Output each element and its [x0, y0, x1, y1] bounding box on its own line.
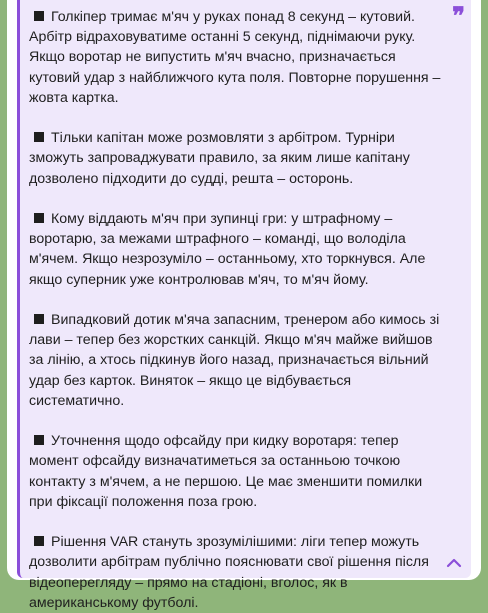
quote-text: [20, 0, 471, 613]
paragraph-text: Голкіпер тримає м'яч у руках понад 8 секунд – кутовий. Арбітр відраховуватиме останні 5 секунд, піднімаючи руку. Якщо воротар не випустить м'яч вчасно, призначається кутовий удар з найближчого кута поля. Повторне порушення – жовта картка.: [29, 9, 441, 106]
black-square-icon: [34, 132, 44, 142]
black-square-icon: [34, 435, 44, 445]
message-bubble: [7, 0, 481, 611]
rule-paragraph: [29, 431, 443, 512]
chevron-up-icon[interactable]: [445, 556, 463, 570]
chat-background: [481, 0, 488, 592]
rule-paragraph: [29, 7, 443, 108]
paragraph-text: Тільки капітан може розмовляти з арбітром. Турніри зможуть запроваджувати правило, за яким лише капітану дозволено підходити до судді, решта – осторонь.: [29, 130, 410, 187]
rule-paragraph: [29, 310, 443, 411]
quote-icon: ❞: [452, 1, 465, 30]
paragraph-text: Рішення VAR стануть зрозумілішими: ліги тепер можуть дозволити арбітрам публічно пояснювати свої рішення після відеоперегляду – прямо на стадіоні, вголос, як в американському футболі.: [29, 534, 429, 611]
paragraph-text: Уточнення щодо офсайду при кидку воротаря: тепер момент офсайду визначатиметься за останньою точкою контакту з м'ячем, а не першою. Це має зменшити помилки при фіксації положення поза грою.: [29, 433, 423, 510]
black-square-icon: [34, 11, 44, 21]
rule-paragraph: [29, 532, 443, 613]
paragraph-text: Випадковий дотик м'яча запасним, тренером або кимось зі лави – тепер без жорстких санкцій. Якщо м'яч майже вийшов за лінію, а хтось підкинув його назад, призначається вільний удар без карток. Виняток – якщо це відбувається систематично.: [29, 312, 440, 409]
blockquote: [17, 0, 471, 611]
black-square-icon: [34, 536, 44, 546]
black-square-icon: [34, 314, 44, 324]
rule-paragraph: [29, 128, 443, 189]
paragraph-text: Кому віддають м'яч при зупинці гри: у штрафному – воротарю, за межами штрафного – команді, що володіла м'ячем. Якщо незрозуміло – останньому, хто торкнувся. Але якщо суперник уже контролював м'яч, то м'яч йому.: [29, 211, 426, 288]
black-square-icon: [34, 213, 44, 223]
rule-paragraph: [29, 209, 443, 290]
